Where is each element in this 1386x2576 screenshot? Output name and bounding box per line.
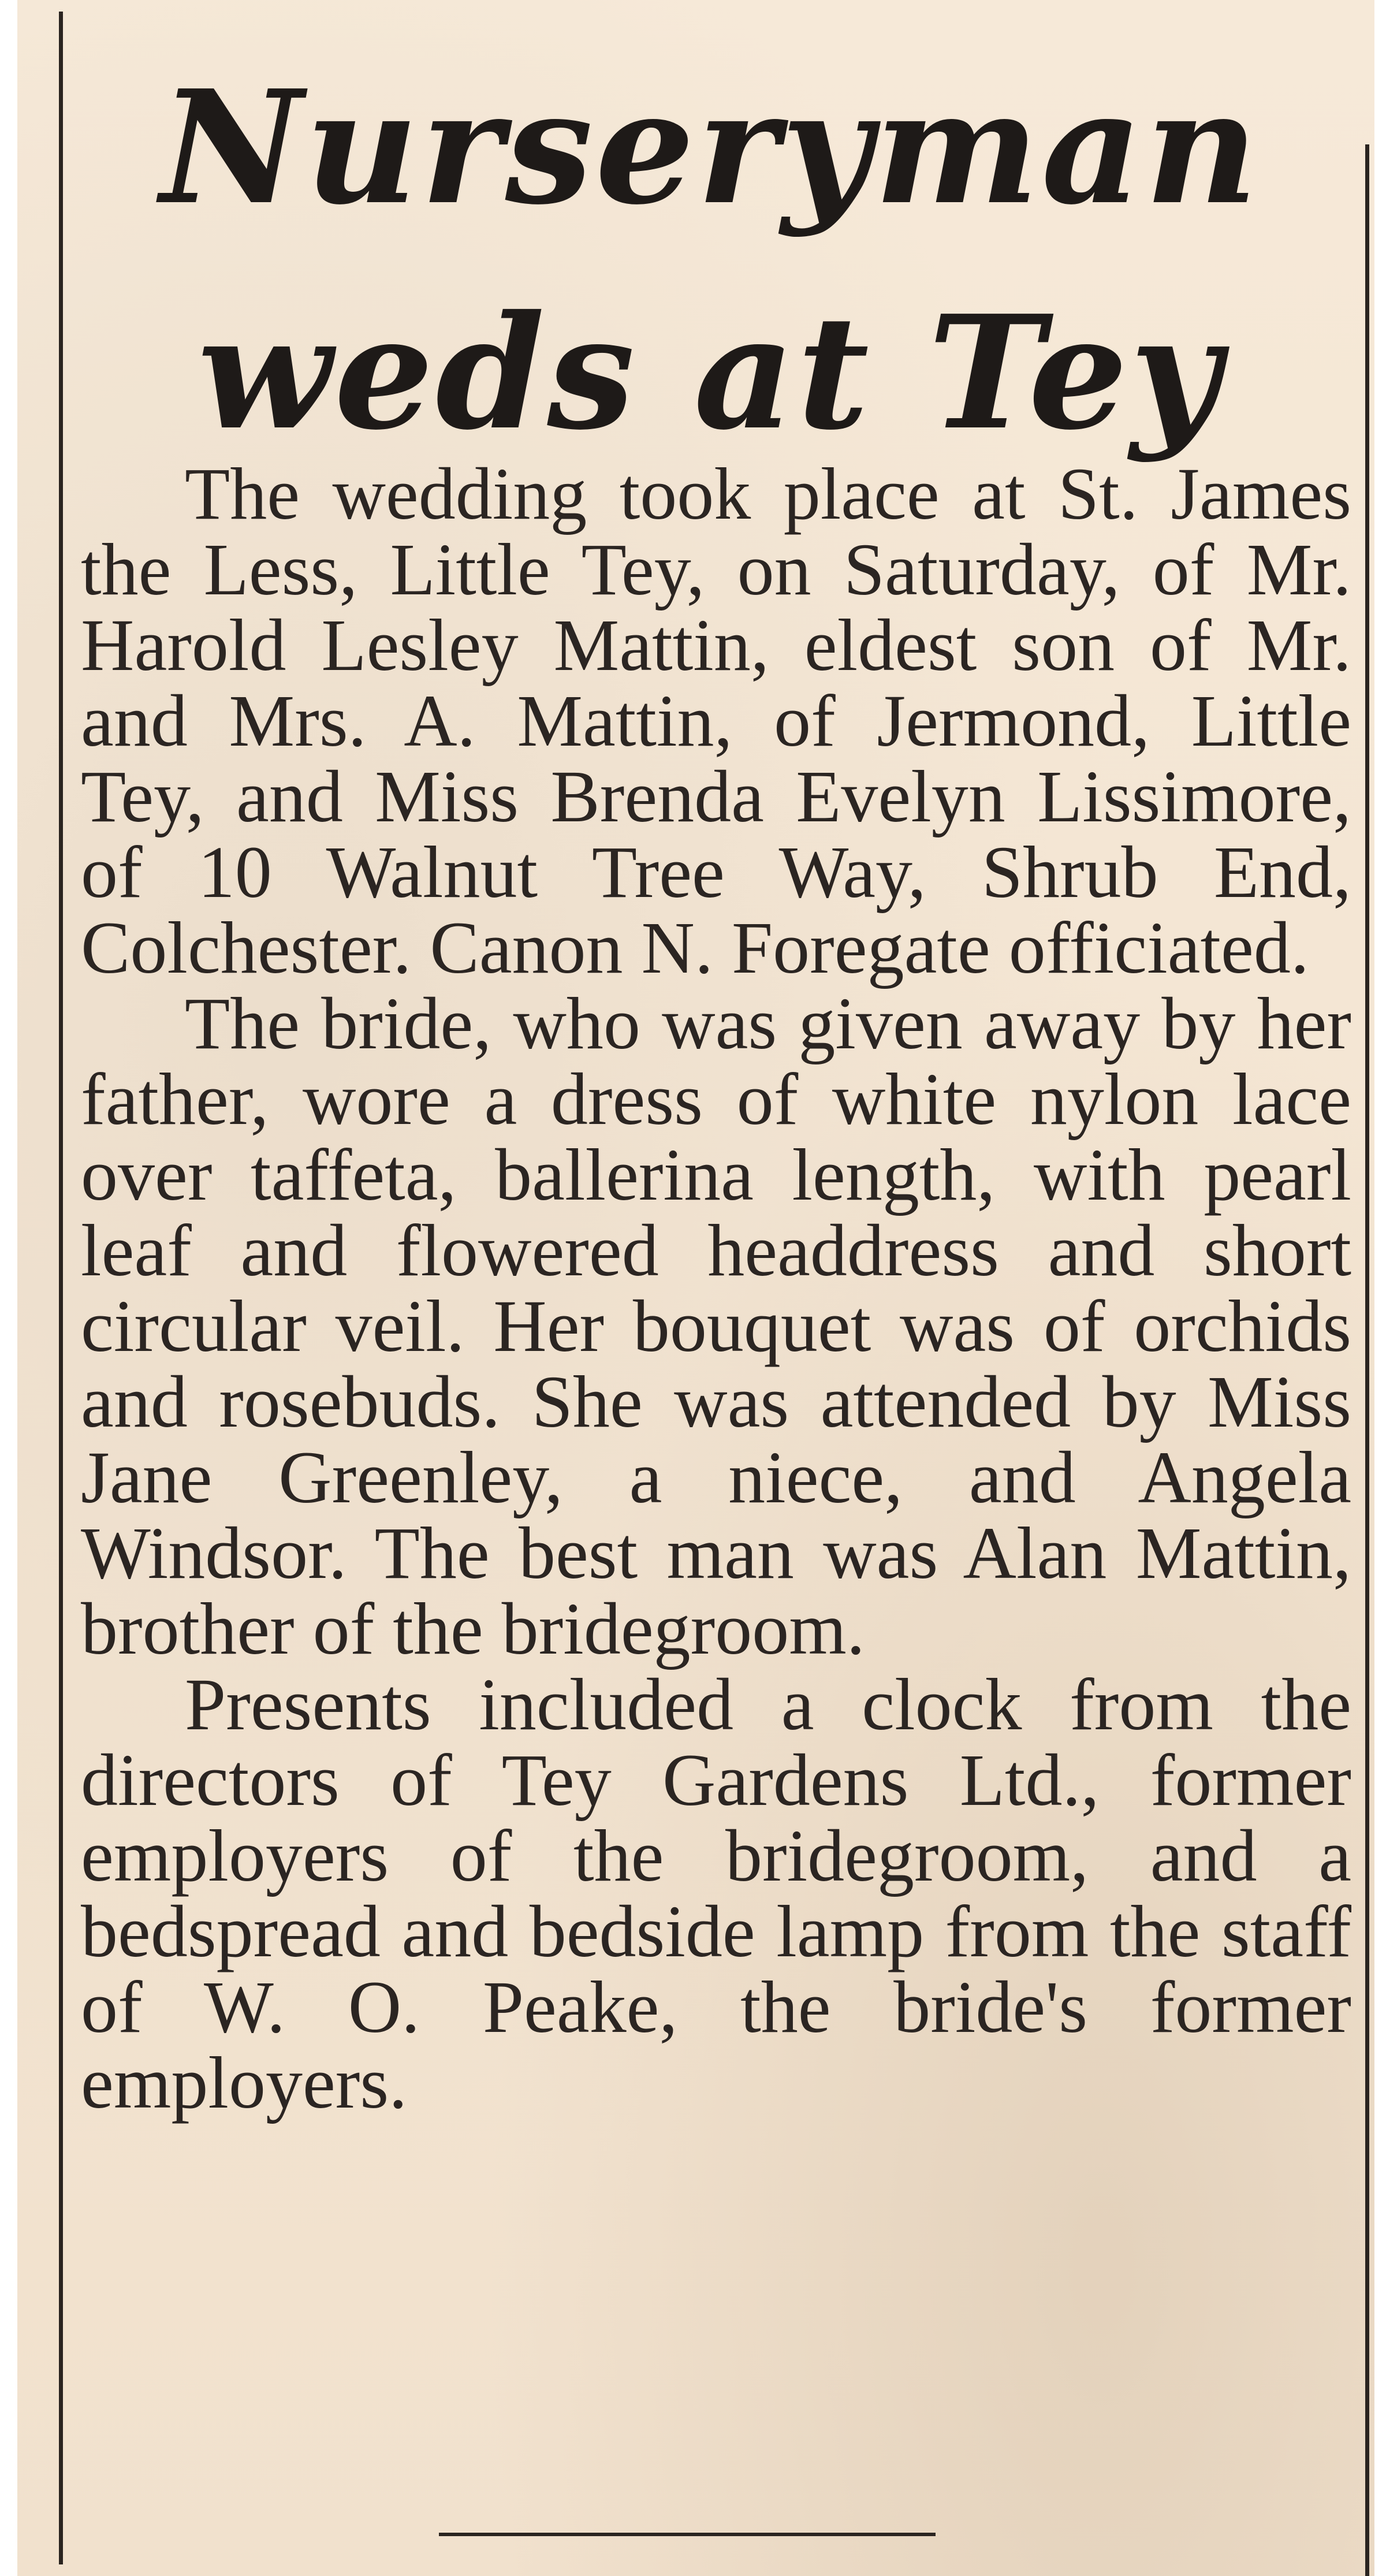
column-rule-right bbox=[1365, 144, 1369, 2576]
column-rule-left bbox=[59, 12, 63, 2564]
paragraph-presents: Presents included a clock from the directors of Tey Gardens Ltd., former employers of the bridegroom, and a bedspread and bedside lamp from the staff of W. O. Peake, the bride's former employers. bbox=[81, 1663, 1351, 2124]
paragraph-ceremony: The wedding took place at St. James the Less, Little Tey, on Saturday, of Mr. Harold Lesley Mattin, eldest son of Mr. and Mrs. A. Mattin, of Jermond, Little Tey, and Miss Brenda Evelyn Lissimore, of 10 Walnut Tree Way, Shrub End, Colchester. Canon N. Foregate officiated. bbox=[81, 453, 1351, 989]
headline-line-1: Nurseryman bbox=[160, 55, 1261, 239]
newspaper-clipping bbox=[17, 0, 1374, 2576]
paragraph-bride: The bride, who was given away by her father, wore a dress of white nylon lace over taffeta, ballerina length, with pearl leaf and flowered headdress and short circular veil. Her bouquet was of orchids and rosebuds. She was attended by Miss Jane Greenley, a niece, and Angela Windsor. The best man was Alan Mattin, brother of the bridegroom. bbox=[81, 982, 1351, 1670]
article-body bbox=[81, 453, 1351, 2124]
end-rule bbox=[439, 2533, 936, 2536]
headline bbox=[87, 35, 1334, 485]
headline-line-2: weds at Tey bbox=[198, 281, 1223, 464]
